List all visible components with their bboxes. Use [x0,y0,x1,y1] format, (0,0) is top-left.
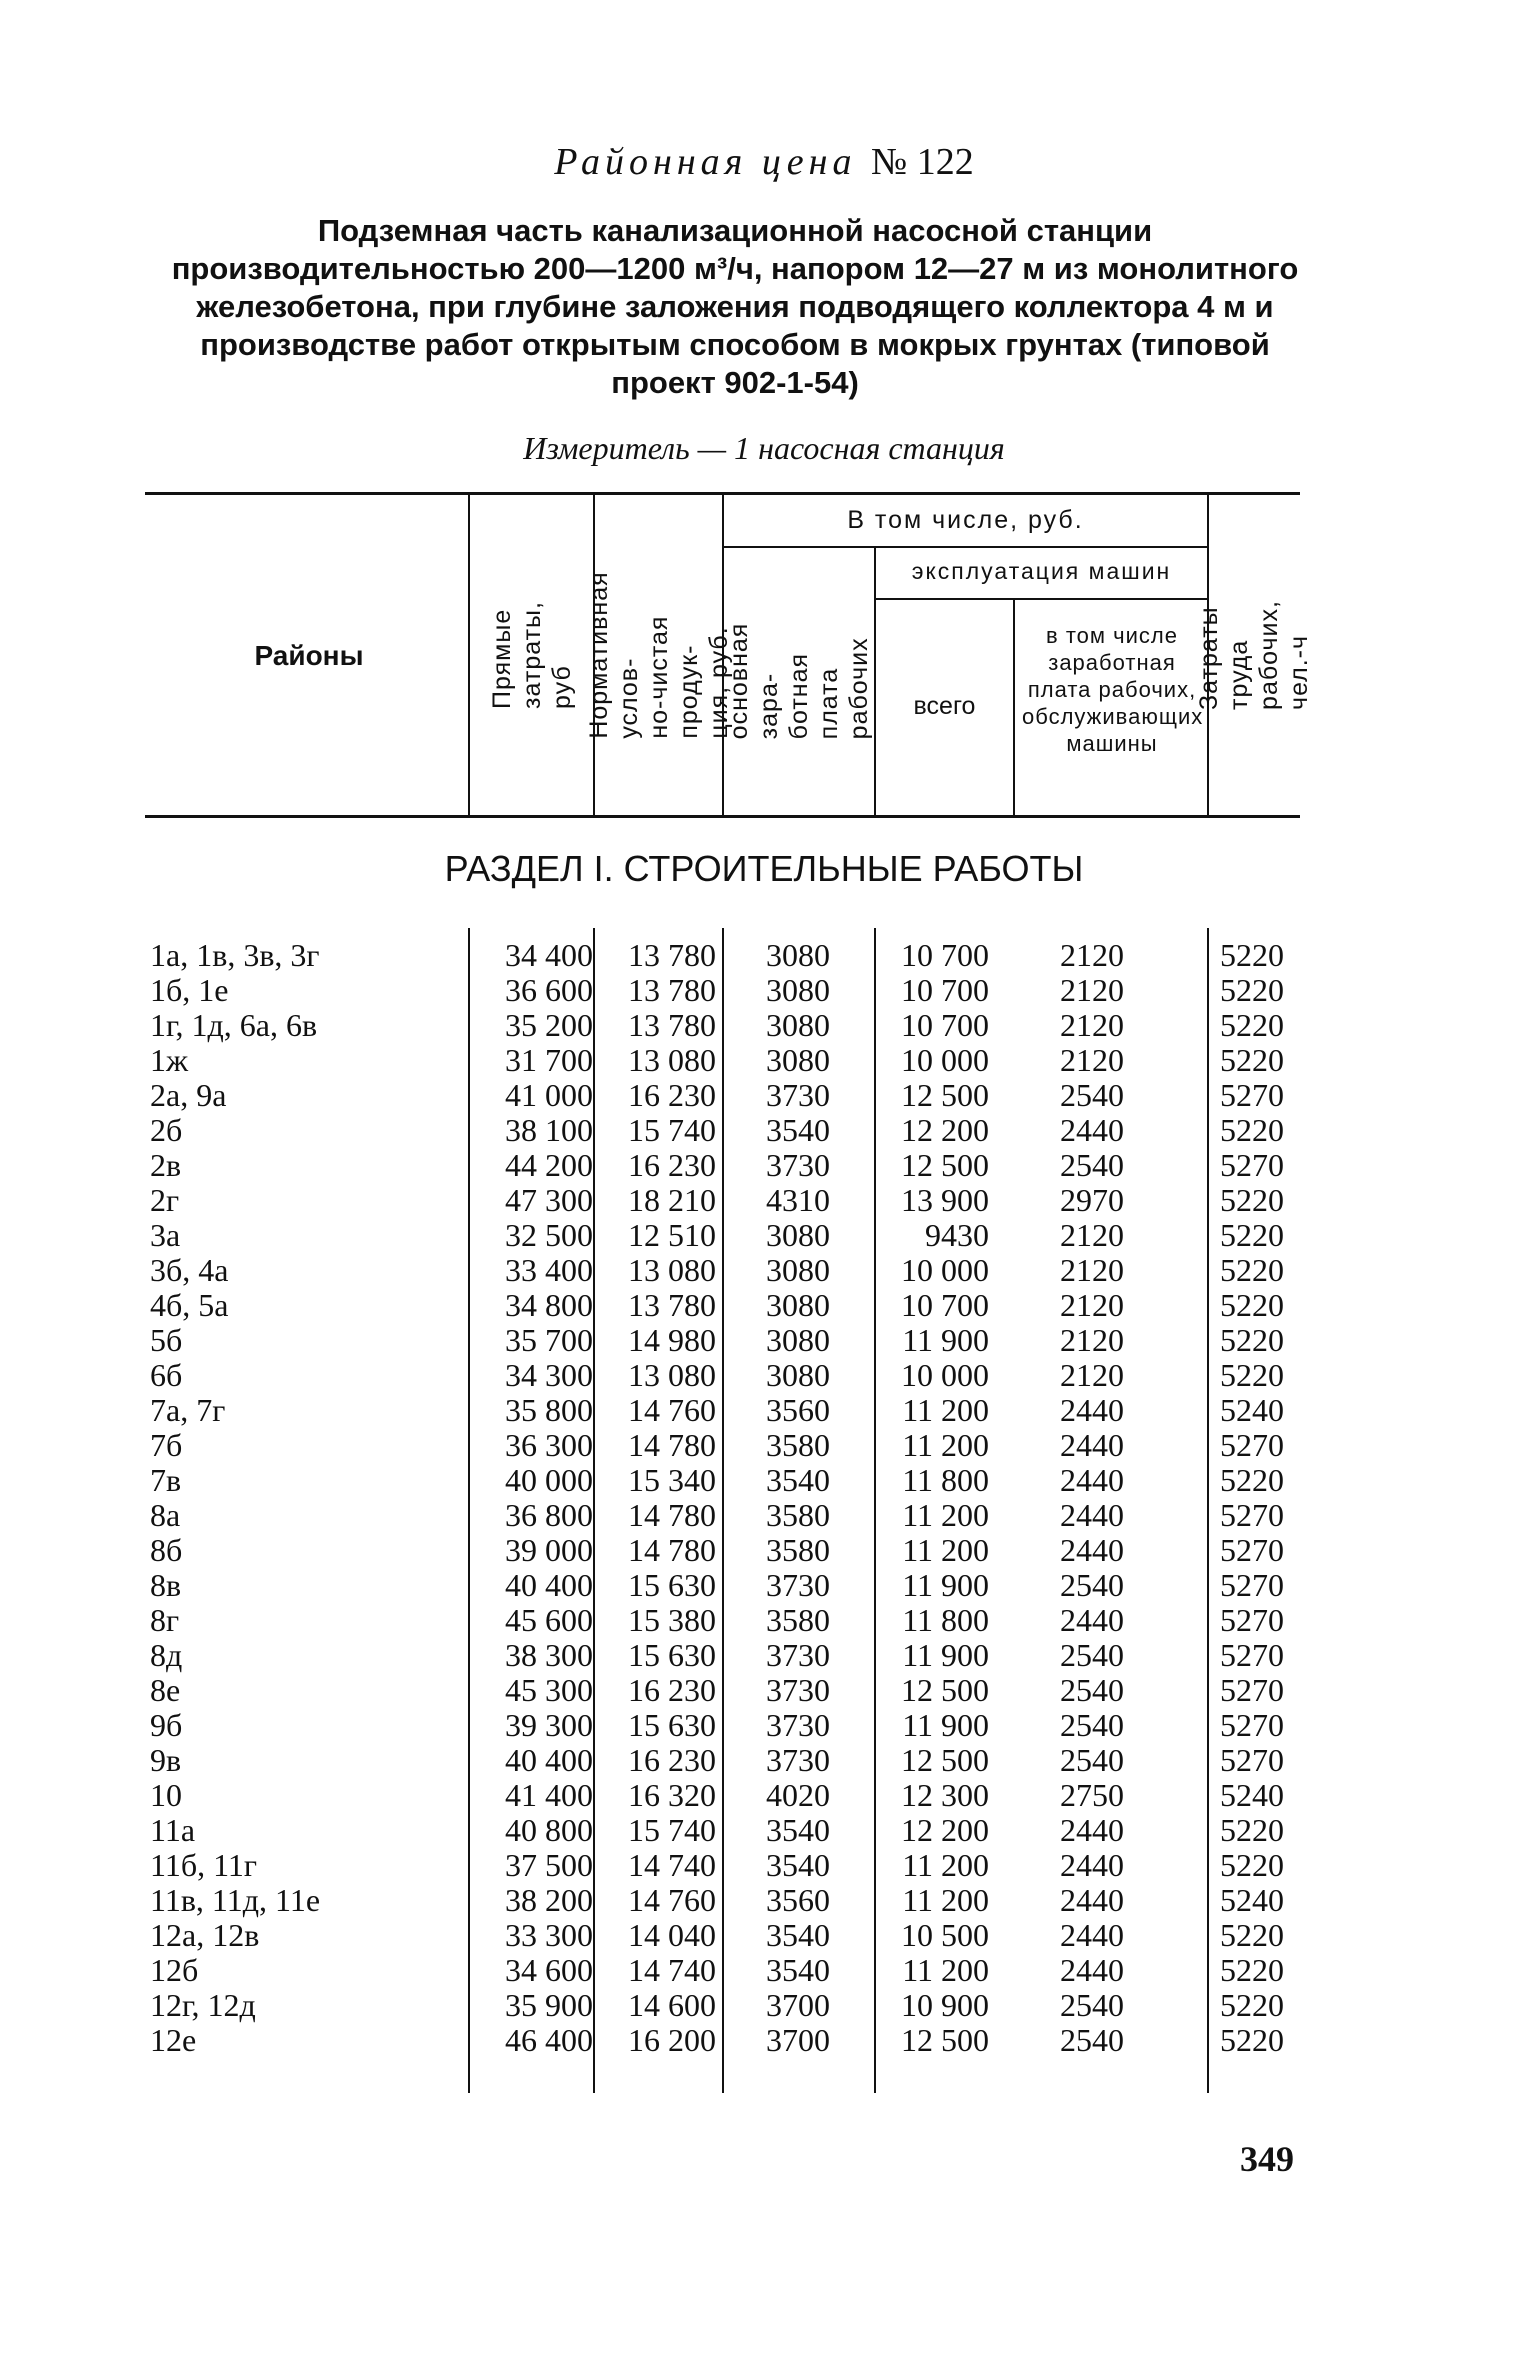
cell-base-wages: 3700 [766,2022,830,2058]
table-row [150,1183,1317,1218]
cell-region: 12г, 12д [150,1987,256,2023]
cell-machine-wages: 2440 [1060,1812,1124,1848]
cell-machine-total: 11 900 [902,1707,989,1743]
cell-region: 6б [150,1357,183,1393]
cell-labor-costs: 5220 [1220,1217,1284,1253]
table-row [150,1673,1317,1708]
table-row [150,1463,1317,1498]
cell-machine-wages: 2540 [1060,1077,1124,1113]
cell-normative-product: 16 230 [628,1742,716,1778]
cell-base-wages: 3540 [766,1952,830,1988]
cell-machine-wages: 2440 [1060,1952,1124,1988]
cell-labor-costs: 5270 [1220,1742,1284,1778]
cell-direct-costs: 40 400 [505,1567,593,1603]
cell-machine-total: 10 700 [901,937,989,973]
cell-direct-costs: 35 200 [505,1007,593,1043]
cell-region: 2г [150,1182,180,1218]
header-machine-wages: в том числе заработная плата рабочих, обслуживающих машины [1022,623,1204,756]
cell-base-wages: 3730 [766,1567,830,1603]
cell-labor-costs: 5270 [1220,1672,1284,1708]
cell-machine-wages: 2970 [1060,1182,1124,1218]
cell-normative-product: 15 630 [628,1567,716,1603]
cell-machine-total: 11 200 [902,1497,989,1533]
cell-base-wages: 3580 [766,1532,830,1568]
cell-base-wages: 3540 [766,1812,830,1848]
cell-region: 12б [150,1952,199,1988]
cell-machine-wages: 2120 [1060,937,1124,973]
table-row [150,1323,1317,1358]
cell-machine-total: 13 900 [901,1182,989,1218]
heading-number: № 122 [871,141,974,183]
table-row [150,1498,1317,1533]
cell-machine-wages: 2440 [1060,1462,1124,1498]
cell-labor-costs: 5270 [1220,1532,1284,1568]
cell-machine-total: 12 500 [901,1077,989,1113]
table-row [150,1008,1317,1043]
cell-machine-wages: 2540 [1060,1742,1124,1778]
table-row [150,2023,1317,2058]
page-subtitle: Подземная часть канализационной насосной станции производительностью 200—1200 м³/ч, напором 12—27 м из монолитного железобетона, при глубине заложения подводящего коллектора 4 м и производстве работ открытым способом в мокрых грунтах (типовой проект 902-1-54) [171,213,1299,400]
cell-region: 3а [150,1217,181,1253]
cell-normative-product: 12 510 [628,1217,716,1253]
cell-normative-product: 18 210 [628,1182,716,1218]
cell-region: 11б, 11г [150,1847,258,1883]
cell-machine-wages: 2120 [1060,972,1124,1008]
cell-region: 12е [150,2022,197,2058]
cell-labor-costs: 5240 [1220,1777,1284,1813]
cell-normative-product: 16 230 [628,1147,716,1183]
cell-region: 4б, 5а [150,1287,229,1323]
cell-labor-costs: 5220 [1220,1357,1284,1393]
cell-region: 2в [150,1147,182,1183]
cell-region: 1ж [150,1042,189,1078]
cell-machine-wages: 2440 [1060,1112,1124,1148]
cell-direct-costs: 41 000 [505,1077,593,1113]
cell-machine-total: 12 500 [901,1147,989,1183]
cell-labor-costs: 5220 [1220,1182,1284,1218]
cell-normative-product: 14 760 [628,1882,716,1918]
heading-label: Районная цена [554,141,857,183]
cell-region: 11а [150,1812,196,1848]
cell-machine-total: 11 200 [902,1847,989,1883]
page-heading [0,140,1528,184]
cell-normative-product: 14 040 [628,1917,716,1953]
header-machine-operation: эксплуатация машин [911,558,1172,584]
cell-base-wages: 3080 [766,1007,830,1043]
cell-direct-costs: 36 600 [505,972,593,1008]
cell-machine-total: 10 500 [901,1917,989,1953]
cell-labor-costs: 5220 [1220,2022,1284,2058]
cell-labor-costs: 5220 [1220,972,1284,1008]
cell-labor-costs: 5220 [1220,1112,1284,1148]
cell-machine-total: 10 700 [901,1287,989,1323]
table-row [150,1358,1317,1393]
table-row [150,1288,1317,1323]
cell-base-wages: 3540 [766,1917,830,1953]
cell-machine-wages: 2750 [1060,1777,1124,1813]
cell-region: 8б [150,1532,183,1568]
cell-machine-total: 12 500 [901,2022,989,2058]
cell-normative-product: 13 780 [628,972,716,1008]
cell-normative-product: 15 340 [628,1462,716,1498]
cell-machine-wages: 2540 [1060,2022,1124,2058]
cell-machine-total: 11 800 [902,1462,989,1498]
cell-base-wages: 3730 [766,1077,830,1113]
cell-labor-costs: 5220 [1220,1287,1284,1323]
cell-machine-total: 10 000 [901,1357,989,1393]
cell-machine-wages: 2440 [1060,1917,1124,1953]
cell-direct-costs: 39 300 [505,1707,593,1743]
cell-base-wages: 3560 [766,1882,830,1918]
header-base-wages: основная зара- ботная плата рабочих [725,622,873,739]
cell-machine-total: 11 900 [902,1637,989,1673]
cell-normative-product: 14 780 [628,1497,716,1533]
cell-machine-total: 12 200 [901,1812,989,1848]
cell-machine-wages: 2540 [1060,1147,1124,1183]
cell-direct-costs: 36 800 [505,1497,593,1533]
cell-normative-product: 14 740 [628,1952,716,1988]
table-row [150,1148,1317,1183]
cell-direct-costs: 38 100 [505,1112,593,1148]
cell-direct-costs: 34 600 [505,1952,593,1988]
cell-labor-costs: 5270 [1220,1707,1284,1743]
cell-machine-total: 11 900 [902,1567,989,1603]
table-row [150,1848,1317,1883]
cell-labor-costs: 5220 [1220,1007,1284,1043]
cell-machine-wages: 2120 [1060,1042,1124,1078]
cell-base-wages: 3080 [766,937,830,973]
page-number: 349 [1240,2139,1294,2179]
cell-normative-product: 15 740 [628,1812,716,1848]
table-row [150,1953,1317,1988]
cell-normative-product: 13 080 [628,1252,716,1288]
cell-machine-wages: 2120 [1060,1357,1124,1393]
cell-machine-wages: 2440 [1060,1847,1124,1883]
cell-region: 1а, 1в, 3в, 3г [150,937,320,973]
cell-region: 9в [150,1742,182,1778]
cell-machine-total: 10 000 [901,1042,989,1078]
cell-labor-costs: 5220 [1220,1042,1284,1078]
cell-region: 8а [150,1497,181,1533]
cell-labor-costs: 5220 [1220,1252,1284,1288]
cell-base-wages: 3080 [766,972,830,1008]
price-table [150,938,1317,2058]
table-row [150,1568,1317,1603]
table-row [150,1043,1317,1078]
cell-normative-product: 14 600 [628,1987,716,2023]
cell-direct-costs: 38 200 [505,1882,593,1918]
cell-labor-costs: 5270 [1220,1497,1284,1533]
cell-machine-wages: 2440 [1060,1497,1124,1533]
table-row [150,1393,1317,1428]
header-divider [874,548,876,815]
table-row [150,973,1317,1008]
table-row [150,1813,1317,1848]
cell-labor-costs: 5270 [1220,1637,1284,1673]
cell-normative-product: 14 980 [628,1322,716,1358]
cell-machine-wages: 2440 [1060,1602,1124,1638]
cell-normative-product: 16 230 [628,1077,716,1113]
cell-direct-costs: 45 300 [505,1672,593,1708]
table-row [150,1533,1317,1568]
table-row [150,1708,1317,1743]
cell-normative-product: 16 200 [628,2022,716,2058]
cell-region: 7б [150,1427,183,1463]
header-direct-costs: Прямые затраты, руб [487,601,576,709]
cell-base-wages: 3580 [766,1602,830,1638]
cell-base-wages: 3560 [766,1392,830,1428]
cell-region: 12а, 12в [150,1917,260,1953]
cell-region: 8г [150,1602,180,1638]
cell-base-wages: 3580 [766,1427,830,1463]
cell-region: 11в, 11д, 11е [150,1882,321,1918]
cell-direct-costs: 46 400 [505,2022,593,2058]
cell-machine-wages: 2540 [1060,1707,1124,1743]
header-total: всего [913,692,976,720]
cell-direct-costs: 47 300 [505,1182,593,1218]
cell-normative-product: 15 630 [628,1707,716,1743]
cell-machine-total: 10 700 [901,972,989,1008]
cell-labor-costs: 5270 [1220,1567,1284,1603]
header-labor-costs: Затраты труда рабочих, чел.-ч [1195,600,1313,710]
header-subrule [876,598,1207,600]
cell-normative-product: 13 780 [628,1287,716,1323]
cell-direct-costs: 40 000 [505,1462,593,1498]
cell-direct-costs: 44 200 [505,1147,593,1183]
cell-machine-wages: 2540 [1060,1672,1124,1708]
cell-labor-costs: 5220 [1220,1812,1284,1848]
table-row [150,1603,1317,1638]
cell-normative-product: 16 320 [628,1777,716,1813]
cell-normative-product: 15 380 [628,1602,716,1638]
header-regions: Районы [254,640,364,671]
cell-normative-product: 13 780 [628,937,716,973]
cell-labor-costs: 5220 [1220,1952,1284,1988]
cell-direct-costs: 37 500 [505,1847,593,1883]
cell-direct-costs: 32 500 [505,1217,593,1253]
cell-machine-total: 12 300 [901,1777,989,1813]
cell-region: 2а, 9а [150,1077,227,1113]
cell-labor-costs: 5220 [1220,1917,1284,1953]
cell-direct-costs: 35 700 [505,1322,593,1358]
cell-direct-costs: 35 900 [505,1987,593,2023]
cell-machine-total: 11 900 [902,1322,989,1358]
cell-normative-product: 13 080 [628,1357,716,1393]
cell-region: 7в [150,1462,182,1498]
cell-labor-costs: 5220 [1220,937,1284,973]
cell-region: 8е [150,1672,181,1708]
cell-direct-costs: 41 400 [505,1777,593,1813]
cell-region: 3б, 4а [150,1252,229,1288]
table-row [150,1253,1317,1288]
cell-machine-total: 12 500 [901,1672,989,1708]
cell-base-wages: 3730 [766,1147,830,1183]
cell-direct-costs: 39 000 [505,1532,593,1568]
cell-machine-wages: 2120 [1060,1322,1124,1358]
cell-base-wages: 3080 [766,1287,830,1323]
cell-normative-product: 13 080 [628,1042,716,1078]
cell-base-wages: 4020 [766,1777,830,1813]
cell-machine-total: 11 200 [902,1532,989,1568]
cell-machine-total: 11 200 [902,1427,989,1463]
table-row [150,1883,1317,1918]
cell-machine-wages: 2540 [1060,1637,1124,1673]
cell-machine-wages: 2120 [1060,1252,1124,1288]
cell-labor-costs: 5270 [1220,1077,1284,1113]
cell-machine-total: 10 900 [901,1987,989,2023]
cell-region: 9б [150,1707,183,1743]
measure-unit: Измеритель — 1 насосная станция [523,430,1005,466]
table-row [150,1638,1317,1673]
cell-machine-wages: 2120 [1060,1217,1124,1253]
cell-base-wages: 3730 [766,1742,830,1778]
cell-base-wages: 3080 [766,1322,830,1358]
cell-normative-product: 14 740 [628,1847,716,1883]
cell-direct-costs: 36 300 [505,1427,593,1463]
cell-base-wages: 3080 [766,1217,830,1253]
cell-direct-costs: 45 600 [505,1602,593,1638]
cell-normative-product: 14 760 [628,1392,716,1428]
cell-region: 1б, 1е [150,972,229,1008]
header-bottom-rule [145,815,1300,818]
cell-direct-costs: 38 300 [505,1637,593,1673]
cell-base-wages: 3080 [766,1042,830,1078]
cell-region: 8в [150,1567,182,1603]
cell-normative-product: 13 780 [628,1007,716,1043]
cell-normative-product: 15 740 [628,1112,716,1148]
cell-machine-wages: 2120 [1060,1287,1124,1323]
cell-direct-costs: 40 800 [505,1812,593,1848]
cell-region: 10 [150,1777,182,1813]
cell-machine-total: 10 700 [901,1007,989,1043]
cell-machine-wages: 2440 [1060,1427,1124,1463]
table-row [150,1778,1317,1813]
cell-labor-costs: 5240 [1220,1882,1284,1918]
cell-machine-total: 11 200 [902,1392,989,1428]
cell-labor-costs: 5220 [1220,1322,1284,1358]
header-including: В том числе, руб. [847,506,1084,534]
cell-machine-wages: 2540 [1060,1987,1124,2023]
cell-machine-wages: 2540 [1060,1567,1124,1603]
cell-base-wages: 3730 [766,1637,830,1673]
cell-base-wages: 3730 [766,1707,830,1743]
cell-labor-costs: 5270 [1220,1147,1284,1183]
table-row [150,1218,1317,1253]
cell-base-wages: 3700 [766,1987,830,2023]
cell-normative-product: 14 780 [628,1427,716,1463]
cell-direct-costs: 34 300 [505,1357,593,1393]
cell-labor-costs: 5270 [1220,1427,1284,1463]
cell-direct-costs: 34 400 [505,937,593,973]
cell-machine-total: 12 200 [901,1112,989,1148]
cell-region: 1г, 1д, 6а, 6в [150,1007,318,1043]
cell-machine-total: 9430 [925,1217,989,1253]
table-row [150,1113,1317,1148]
cell-machine-wages: 2440 [1060,1532,1124,1568]
cell-base-wages: 4310 [766,1182,830,1218]
cell-region: 2б [150,1112,183,1148]
table-row [150,938,1317,973]
cell-direct-costs: 31 700 [505,1042,593,1078]
cell-machine-total: 11 800 [902,1602,989,1638]
cell-machine-wages: 2440 [1060,1392,1124,1428]
cell-normative-product: 16 230 [628,1672,716,1708]
cell-machine-total: 11 200 [902,1882,989,1918]
cell-base-wages: 3080 [766,1357,830,1393]
cell-machine-total: 11 200 [902,1952,989,1988]
cell-region: 7а, 7г [150,1392,226,1428]
cell-machine-wages: 2120 [1060,1007,1124,1043]
cell-labor-costs: 5220 [1220,1462,1284,1498]
cell-normative-product: 14 780 [628,1532,716,1568]
cell-base-wages: 3540 [766,1112,830,1148]
cell-normative-product: 15 630 [628,1637,716,1673]
cell-base-wages: 3540 [766,1462,830,1498]
table-row [150,1918,1317,1953]
cell-base-wages: 3540 [766,1847,830,1883]
header-divider [1013,600,1015,815]
table-row [150,1988,1317,2023]
cell-direct-costs: 35 800 [505,1392,593,1428]
cell-machine-total: 10 000 [901,1252,989,1288]
cell-region: 8д [150,1637,183,1673]
cell-base-wages: 3080 [766,1252,830,1288]
cell-labor-costs: 5270 [1220,1602,1284,1638]
cell-direct-costs: 40 400 [505,1742,593,1778]
table-row [150,1743,1317,1778]
cell-machine-wages: 2440 [1060,1882,1124,1918]
cell-region: 5б [150,1322,183,1358]
cell-labor-costs: 5240 [1220,1392,1284,1428]
cell-direct-costs: 33 400 [505,1252,593,1288]
section-title: РАЗДЕЛ I. СТРОИТЕЛЬНЫЕ РАБОТЫ [444,848,1084,889]
table-row [150,1428,1317,1463]
cell-machine-total: 12 500 [901,1742,989,1778]
header-normative-product: Нормативная услов- но-чистая продук- ция, руб. [584,571,733,739]
cell-labor-costs: 5220 [1220,1847,1284,1883]
cell-base-wages: 3730 [766,1672,830,1708]
cell-direct-costs: 33 300 [505,1917,593,1953]
cell-direct-costs: 34 800 [505,1287,593,1323]
cell-base-wages: 3580 [766,1497,830,1533]
cell-labor-costs: 5220 [1220,1987,1284,2023]
table-row [150,1078,1317,1113]
